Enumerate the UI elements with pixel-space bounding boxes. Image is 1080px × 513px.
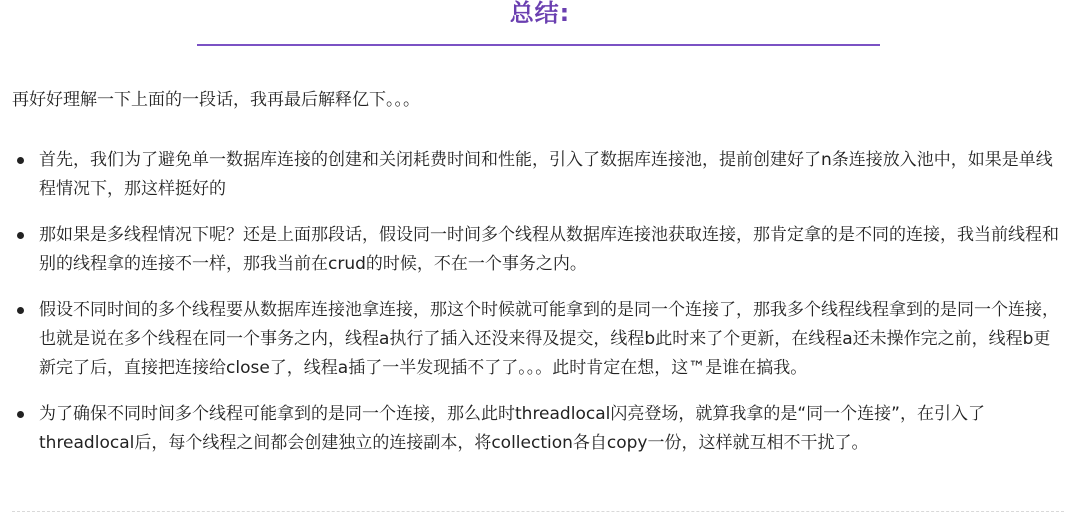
bullet-dot-icon (17, 411, 24, 418)
bullet-dot-icon (17, 157, 24, 164)
heading-divider (197, 44, 880, 46)
bullet-item-connection-pool (0, 146, 1080, 204)
bullet-item-same-connection (0, 296, 1080, 383)
bullet-text: 首先，我们为了避免单一数据库连接的创建和关闭耗费时间和性能，引入了数据库连接池，提前创建好了n条连接放入池中，如果是单线程情况下，那这样挺好的 (39, 150, 1053, 199)
bullet-dot-icon (17, 232, 24, 239)
bullet-item-threadlocal (0, 400, 1080, 458)
summary-bullet-list (0, 146, 1080, 475)
intro-paragraph: 再好好理解一下上面的一段话，我再最后解释亿下。。。 (12, 90, 420, 110)
bullet-item-multithread (0, 221, 1080, 279)
summary-heading: 总结: (509, 0, 571, 27)
bullet-text: 那如果是多线程情况下呢？还是上面那段话，假设同一时间多个线程从数据库连接池获取连接，那肯定拿的是不同的连接，我当前线程和别的线程拿的连接不一样，那我当前在crud的时候，不在一个事务之内。 (39, 225, 1059, 274)
bullet-dot-icon (17, 307, 24, 314)
bullet-text: 假设不同时间的多个线程要从数据库连接池拿连接，那这个时候就可能拿到的是同一个连接了，那我多个线程线程拿到的是同一个连接，也就是说在多个线程在同一个事务之内，线程a执行了插入还没来得及提交，线程b此时来了个更新，在线程a还未操作完之前，线程b更新完了后，直接把连接给close了，线程a插了一半发现插不了了。。。此时肯定在想，这™是谁在搞我。 (39, 300, 1059, 378)
bullet-text: 为了确保不同时间多个线程可能拿到的是同一个连接，那么此时threadlocal闪亮登场，就算我拿的是“同一个连接”，在引入了threadlocal后，每个线程之间都会创建独立的连接副本，将collection各自copy一份，这样就互相不干扰了。 (39, 404, 985, 453)
